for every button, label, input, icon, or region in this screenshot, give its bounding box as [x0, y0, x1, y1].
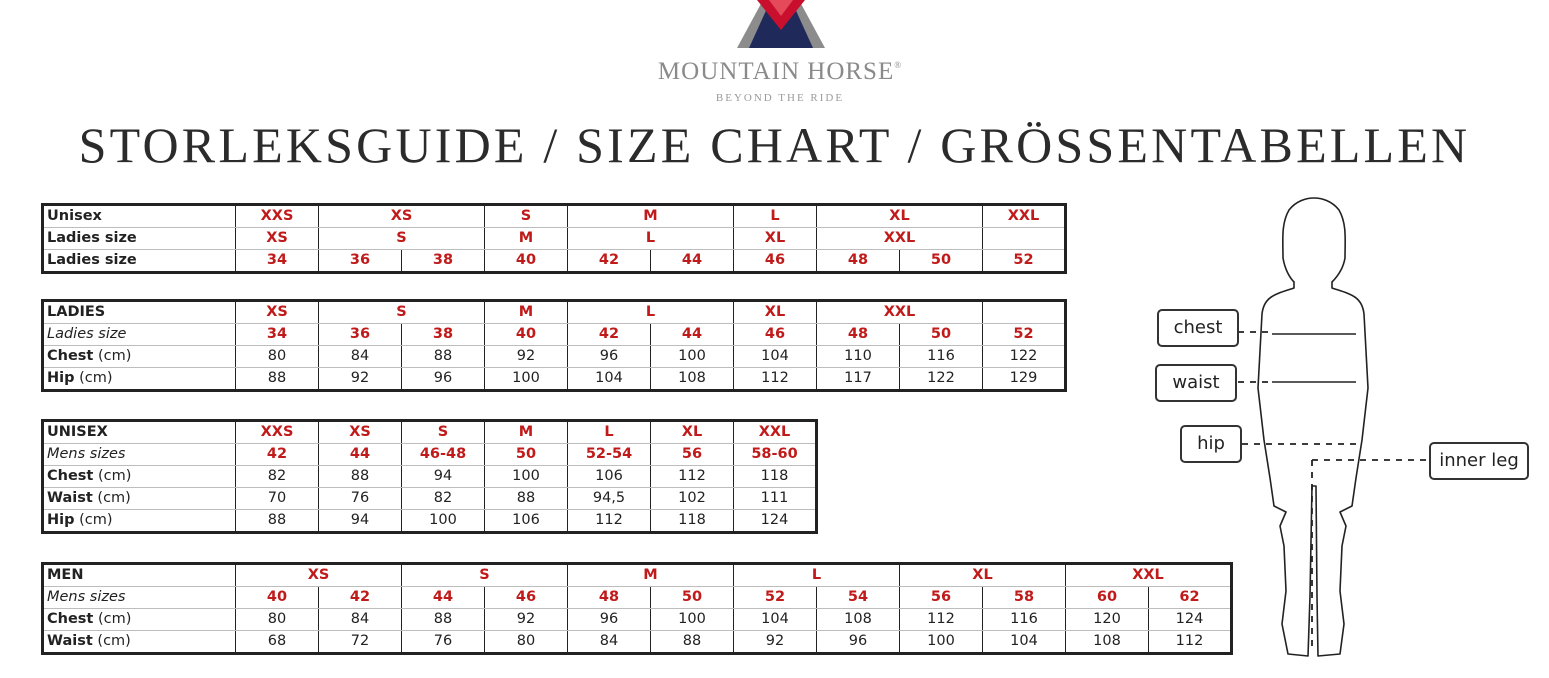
size-cell: XL: [734, 228, 817, 250]
row-label: [43, 346, 236, 368]
size-cell: XXL: [983, 205, 1066, 228]
size-cell: 42: [319, 587, 402, 609]
size-cell: 44: [651, 324, 734, 346]
size-cell: XL: [651, 421, 734, 444]
value-cell: 118: [734, 466, 817, 488]
value-cell: 84: [319, 609, 402, 631]
value-cell: 88: [236, 368, 319, 391]
measure-unit: (cm): [74, 512, 113, 528]
table-row: [43, 488, 817, 510]
value-cell: 111: [734, 488, 817, 510]
size-cell: 60: [1066, 587, 1149, 609]
value-cell: 122: [900, 368, 983, 391]
size-cell: S: [319, 228, 485, 250]
size-cell: XL: [817, 205, 983, 228]
value-cell: 92: [734, 631, 817, 654]
value-cell: 100: [485, 368, 568, 391]
table-row: [43, 444, 817, 466]
row-label: LADIES: [43, 301, 236, 324]
size-cell: S: [485, 205, 568, 228]
table-row: [43, 250, 1066, 273]
table-row: [43, 421, 817, 444]
value-cell: 96: [402, 368, 485, 391]
value-cell: 96: [568, 346, 651, 368]
brand-tagline: BEYOND THE RIDE: [715, 92, 845, 104]
ladies-size-table: [41, 299, 1067, 392]
row-label: Unisex: [43, 205, 236, 228]
value-cell: 108: [817, 609, 900, 631]
value-cell: 100: [900, 631, 983, 654]
size-cell: 40: [485, 250, 568, 273]
size-cell: XS: [319, 205, 485, 228]
size-cell: 48: [817, 250, 900, 273]
size-cell: 42: [568, 324, 651, 346]
size-cell: 52: [983, 324, 1066, 346]
size-cell: 46: [734, 324, 817, 346]
row-label: [43, 609, 236, 631]
value-cell: 100: [651, 609, 734, 631]
value-cell: 82: [236, 466, 319, 488]
table-row: [43, 564, 1232, 587]
size-cell: 56: [900, 587, 983, 609]
size-cell: XXL: [734, 421, 817, 444]
size-cell: 52: [983, 250, 1066, 273]
size-cell: S: [402, 421, 485, 444]
mountain-horse-logo: [735, 0, 827, 48]
size-cell: 36: [319, 250, 402, 273]
row-label: Mens sizes: [43, 587, 236, 609]
value-cell: 100: [402, 510, 485, 533]
measure-unit: (cm): [92, 490, 131, 506]
size-cell: XXL: [817, 301, 983, 324]
value-cell: 76: [402, 631, 485, 654]
value-cell: 80: [236, 346, 319, 368]
size-cell: [983, 228, 1066, 250]
size-cell: S: [319, 301, 485, 324]
row-label: Ladies size: [43, 250, 236, 273]
value-cell: 106: [568, 466, 651, 488]
size-cell: XXS: [236, 205, 319, 228]
row-label: [43, 368, 236, 391]
size-cell: 52-54: [568, 444, 651, 466]
row-label: Ladies size: [43, 324, 236, 346]
brand-name-text: MOUNTAIN HORSE: [657, 58, 895, 85]
table-row: [43, 368, 1066, 391]
value-cell: 96: [817, 631, 900, 654]
value-cell: 112: [900, 609, 983, 631]
table-row: [43, 228, 1066, 250]
size-cell: 54: [817, 587, 900, 609]
row-label: Mens sizes: [43, 444, 236, 466]
value-cell: 108: [1066, 631, 1149, 654]
size-cell: 46-48: [402, 444, 485, 466]
size-cell: XXL: [1066, 564, 1232, 587]
value-cell: 82: [402, 488, 485, 510]
measure-name: Chest: [47, 348, 94, 364]
size-cell: 50: [485, 444, 568, 466]
value-cell: 116: [900, 346, 983, 368]
size-cell: XL: [900, 564, 1066, 587]
size-cell: M: [568, 205, 734, 228]
size-cell: XS: [236, 564, 402, 587]
value-cell: 88: [236, 510, 319, 533]
size-cell: 34: [236, 250, 319, 273]
value-cell: 120: [1066, 609, 1149, 631]
value-cell: 70: [236, 488, 319, 510]
value-cell: 80: [485, 631, 568, 654]
size-cell: XS: [236, 228, 319, 250]
size-cell: M: [485, 421, 568, 444]
size-cell: 44: [651, 250, 734, 273]
row-label: [43, 488, 236, 510]
size-cell: L: [734, 205, 817, 228]
row-label: [43, 631, 236, 654]
men-size-table: [41, 562, 1233, 655]
size-cell: 58: [983, 587, 1066, 609]
value-cell: 117: [817, 368, 900, 391]
table-row: [43, 205, 1066, 228]
value-cell: 94: [402, 466, 485, 488]
size-cell: L: [568, 228, 734, 250]
trademark-symbol: ®: [894, 60, 903, 70]
size-cell: 50: [900, 324, 983, 346]
size-cell: L: [568, 301, 734, 324]
size-cell: 62: [1149, 587, 1232, 609]
value-cell: 112: [1149, 631, 1232, 654]
value-cell: 108: [651, 368, 734, 391]
value-cell: 94: [319, 510, 402, 533]
value-cell: 100: [651, 346, 734, 368]
value-cell: 110: [817, 346, 900, 368]
size-cell: 56: [651, 444, 734, 466]
value-cell: 88: [319, 466, 402, 488]
size-cell: 50: [900, 250, 983, 273]
measure-unit: (cm): [93, 468, 132, 484]
table-row: [43, 609, 1232, 631]
size-cell: 38: [402, 250, 485, 273]
size-cell: L: [734, 564, 900, 587]
measure-unit: (cm): [92, 633, 131, 649]
value-cell: 94,5: [568, 488, 651, 510]
size-cell: 40: [485, 324, 568, 346]
value-cell: 80: [236, 609, 319, 631]
value-cell: 88: [402, 346, 485, 368]
value-cell: 124: [1149, 609, 1232, 631]
row-label: MEN: [43, 564, 236, 587]
waist-label: waist: [1155, 364, 1237, 402]
measure-name: Waist: [47, 633, 93, 649]
table-row: [43, 587, 1232, 609]
value-cell: 106: [485, 510, 568, 533]
size-cell: 40: [236, 587, 319, 609]
value-cell: 84: [568, 631, 651, 654]
measure-name: Waist: [47, 490, 93, 506]
size-cell: M: [485, 228, 568, 250]
value-cell: 72: [319, 631, 402, 654]
value-cell: 84: [319, 346, 402, 368]
value-cell: 88: [402, 609, 485, 631]
size-cell: 36: [319, 324, 402, 346]
value-cell: 76: [319, 488, 402, 510]
size-cell: 34: [236, 324, 319, 346]
table-row: [43, 301, 1066, 324]
value-cell: 92: [319, 368, 402, 391]
value-cell: 118: [651, 510, 734, 533]
measure-unit: (cm): [93, 611, 132, 627]
size-cell: XS: [319, 421, 402, 444]
value-cell: 124: [734, 510, 817, 533]
hip-label: hip: [1180, 425, 1242, 463]
size-cell: M: [568, 564, 734, 587]
measure-unit: (cm): [74, 370, 113, 386]
size-cell: M: [485, 301, 568, 324]
size-cell: 48: [568, 587, 651, 609]
row-label: [43, 466, 236, 488]
unisex-size-table: [41, 419, 818, 534]
table-row: [43, 324, 1066, 346]
size-cell: 44: [319, 444, 402, 466]
unisex-ladies-conversion-table: [41, 203, 1067, 274]
table-row: [43, 466, 817, 488]
measure-name: Hip: [47, 512, 75, 528]
value-cell: 92: [485, 609, 568, 631]
measure-name: Hip: [47, 370, 75, 386]
measure-unit: (cm): [93, 348, 132, 364]
size-cell: 58-60: [734, 444, 817, 466]
size-cell: 42: [236, 444, 319, 466]
row-label: Ladies size: [43, 228, 236, 250]
size-cell: XXL: [817, 228, 983, 250]
value-cell: 104: [568, 368, 651, 391]
body-measurement-diagram: [1150, 196, 1540, 666]
value-cell: 112: [651, 466, 734, 488]
brand-name: [600, 58, 960, 86]
value-cell: 88: [485, 488, 568, 510]
table-row: [43, 346, 1066, 368]
size-cell: 44: [402, 587, 485, 609]
value-cell: 92: [485, 346, 568, 368]
size-cell: [983, 301, 1066, 324]
size-cell: 42: [568, 250, 651, 273]
row-label: UNISEX: [43, 421, 236, 444]
measure-name: Chest: [47, 611, 94, 627]
table-row: [43, 510, 817, 533]
inner-leg-label: inner leg: [1429, 442, 1529, 480]
value-cell: 112: [568, 510, 651, 533]
size-cell: 50: [651, 587, 734, 609]
value-cell: 104: [734, 346, 817, 368]
size-cell: 46: [485, 587, 568, 609]
size-cell: L: [568, 421, 651, 444]
size-cell: XS: [236, 301, 319, 324]
size-cell: 52: [734, 587, 817, 609]
size-cell: 38: [402, 324, 485, 346]
value-cell: 122: [983, 346, 1066, 368]
value-cell: 129: [983, 368, 1066, 391]
chest-label: chest: [1157, 309, 1239, 347]
page-title: STORLEKSGUIDE / SIZE CHART / GRÖSSENTABELLEN: [78, 117, 1471, 173]
value-cell: 88: [651, 631, 734, 654]
value-cell: 68: [236, 631, 319, 654]
value-cell: 100: [485, 466, 568, 488]
value-cell: 116: [983, 609, 1066, 631]
size-cell: 48: [817, 324, 900, 346]
value-cell: 104: [983, 631, 1066, 654]
value-cell: 96: [568, 609, 651, 631]
table-row: [43, 631, 1232, 654]
row-label: [43, 510, 236, 533]
value-cell: 102: [651, 488, 734, 510]
measure-name: Chest: [47, 468, 94, 484]
size-cell: S: [402, 564, 568, 587]
size-cell: XXS: [236, 421, 319, 444]
size-cell: XL: [734, 301, 817, 324]
value-cell: 112: [734, 368, 817, 391]
value-cell: 104: [734, 609, 817, 631]
size-cell: 46: [734, 250, 817, 273]
